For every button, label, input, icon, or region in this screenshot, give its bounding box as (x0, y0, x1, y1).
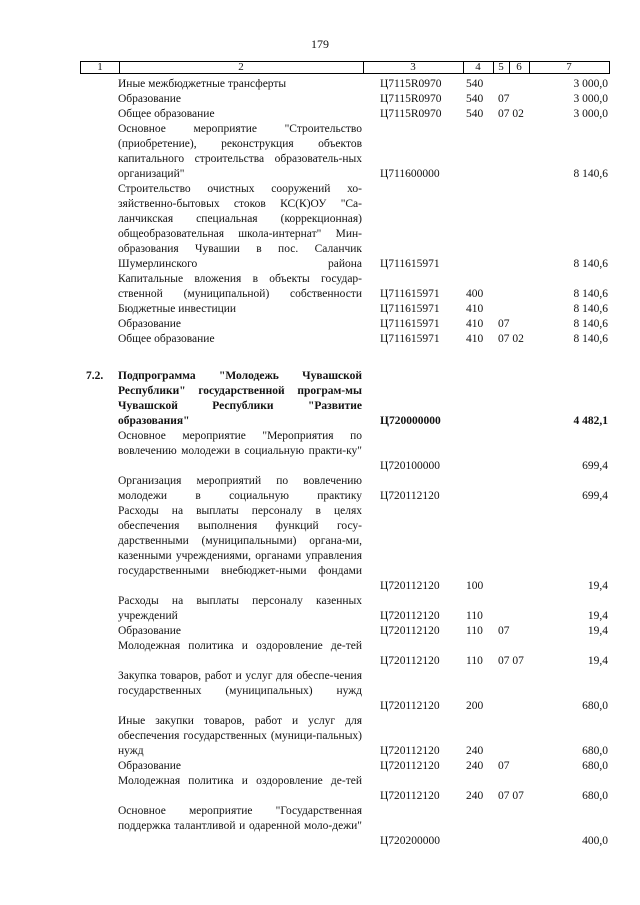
row-name: Основное мероприятие "Мероприятия по вовлечению молодежи в социальную практи-ку" (118, 430, 362, 457)
table-row (80, 77, 610, 92)
table-row (80, 669, 610, 714)
row-code: Ц711615971 (380, 318, 440, 330)
row-name: Бюджетные инвестиции (118, 303, 237, 315)
row-section: 07 07 (498, 790, 524, 802)
row-expense-type: 110 (466, 655, 483, 667)
table-row (80, 594, 610, 624)
row-amount: 19,4 (587, 655, 608, 667)
row-expense-type: 240 (466, 760, 484, 772)
row-code: Ц711615971 (380, 303, 440, 315)
row-name: Общее образование (118, 108, 215, 120)
table-row (80, 714, 610, 759)
table-row (80, 122, 610, 182)
row-amount: 699,4 (582, 460, 608, 472)
row-code: Ц7115R0970 (380, 78, 442, 90)
row-code: Ц720112120 (380, 760, 440, 772)
row-section: 07 (498, 760, 510, 772)
row-amount: 8 140,6 (573, 318, 608, 330)
row-section: 07 (498, 318, 510, 330)
row-expense-type: 100 (466, 580, 484, 592)
row-code: Ц711615971 (380, 288, 440, 300)
table-row (80, 332, 610, 347)
row-expense-type: 400 (466, 288, 484, 300)
row-name: Образование (118, 760, 182, 772)
table-row (80, 302, 610, 317)
row-code: Ц720112120 (380, 580, 440, 592)
row-expense-type: 410 (466, 303, 484, 315)
row-code: Ц720112120 (380, 625, 440, 637)
header-col-1: 1 (97, 61, 103, 73)
row-amount: 8 140,6 (573, 288, 608, 300)
row-amount: 19,4 (587, 580, 608, 592)
row-expense-type: 110 (466, 610, 483, 622)
row-name: Основное мероприятие "Государственная поддержка талантливой и одаренной моло-дежи" (118, 805, 362, 832)
row-amount: 400,0 (582, 835, 608, 847)
row-code: Ц711600000 (380, 168, 440, 180)
row-name: Расходы на выплаты персоналу казенных учреждений (118, 595, 362, 622)
row-section: 07 (498, 93, 510, 105)
row-expense-type: 110 (466, 625, 483, 637)
row-expense-type: 240 (466, 790, 484, 802)
row-amount: 680,0 (582, 790, 608, 802)
row-amount: 699,4 (582, 490, 608, 502)
row-code: Ц7115R0970 (380, 93, 442, 105)
header-col-4: 4 (475, 61, 481, 73)
table-row (80, 639, 610, 669)
row-amount: 680,0 (582, 745, 608, 757)
row-code: Ц711615971 (380, 333, 440, 345)
row-name: Иные межбюджетные трансферты (118, 78, 287, 90)
row-amount: 680,0 (582, 700, 608, 712)
row-amount: 4 482,1 (573, 415, 608, 427)
row-code: Ц720112120 (380, 655, 440, 667)
row-name: Организация мероприятий по вовлечению молодежи в социальную практику (118, 475, 362, 502)
row-amount: 3 000,0 (573, 93, 608, 105)
table-row (80, 504, 610, 594)
row-code: Ц720100000 (380, 460, 441, 472)
row-expense-type: 200 (466, 700, 484, 712)
row-code: Ц720200000 (380, 835, 441, 847)
row-name: Образование (118, 318, 182, 330)
table-row (80, 272, 610, 302)
header-col-2: 2 (238, 61, 244, 73)
row-section: 07 02 (498, 333, 524, 345)
row-section: 07 (498, 625, 510, 637)
row-expense-type: 240 (466, 745, 484, 757)
row-amount: 680,0 (582, 760, 608, 772)
row-name: Подпрограмма "Молодежь Чувашской Республики" государственной програм-мы Чувашской Республики "Развитие образования" (118, 370, 362, 427)
row-section: 07 07 (498, 655, 524, 667)
row-amount: 3 000,0 (573, 78, 608, 90)
row-amount: 8 140,6 (573, 333, 608, 345)
table-header (80, 61, 610, 74)
row-expense-type: 540 (466, 108, 484, 120)
table-row (80, 474, 610, 504)
table-row (80, 624, 610, 639)
row-code: Ц720112120 (380, 790, 440, 802)
row-name: Молодежная политика и оздоровление де-тей (118, 775, 362, 787)
header-col-5: 5 (498, 61, 504, 73)
table-row (80, 804, 610, 849)
row-code: Ц720112120 (380, 700, 440, 712)
row-expense-type: 540 (466, 78, 484, 90)
row-expense-type: 410 (466, 318, 484, 330)
row-code: Ц711615971 (380, 258, 440, 270)
row-expense-type: 540 (466, 93, 484, 105)
table-row (80, 759, 610, 774)
row-name: Закупка товаров, работ и услуг для обеспе-чения государственных (муниципальных) нужд (118, 670, 362, 697)
row-code: Ц720112120 (380, 745, 440, 757)
table-row (80, 182, 610, 272)
row-amount: 8 140,6 (573, 168, 608, 180)
row-expense-type: 410 (466, 333, 484, 345)
table-row (80, 92, 610, 107)
header-col-7: 7 (566, 61, 572, 73)
row-name: Основное мероприятие "Строительство (приобретение), реконструкция объектов капитального строительства образователь-ных организаций" (118, 123, 362, 180)
row-name: Расходы на выплаты персоналу в целях обеспечения выполнения функций госу-дарственными (муниципальными) органа-ми, казенными учреждениями, органами управления государственными внебюджет-ными фондами (118, 505, 362, 577)
row-name: Иные закупки товаров, работ и услуг для обеспечения государственных (муници-пальных) нужд (118, 715, 362, 757)
row-amount: 19,4 (587, 625, 608, 637)
row-amount: 8 140,6 (573, 303, 608, 315)
row-code: Ц720112120 (380, 490, 440, 502)
row-code: Ц7115R0970 (380, 108, 442, 120)
row-name: Образование (118, 93, 182, 105)
header-col-3: 3 (410, 61, 416, 73)
table-row (80, 107, 610, 122)
row-name: Общее образование (118, 333, 215, 345)
subprogram-row (80, 369, 610, 429)
table-row (80, 317, 610, 332)
row-name: Образование (118, 625, 182, 637)
table-row (80, 774, 610, 804)
row-amount: 3 000,0 (573, 108, 608, 120)
row-section: 07 02 (498, 108, 524, 120)
row-code: Ц720000000 (380, 415, 441, 427)
header-col-6: 6 (516, 61, 522, 73)
row-amount: 8 140,6 (573, 258, 608, 270)
row-name: Капитальные вложения в объекты государ-ственной (муниципальной) собственности (118, 273, 362, 300)
row-name: Молодежная политика и оздоровление де-тей (118, 640, 362, 652)
row-number: 7.2. (86, 370, 104, 382)
row-name: Строительство очистных сооружений хо-зяйственно-бытовых стоков КС(К)ОУ "Са-ланчикская специальная (коррекционная) общеобразовательная школа-интернат" Мин-образования Чувашии в пос. Саланчик Шумерлинского района (118, 183, 362, 270)
page-number: 179 (311, 37, 329, 51)
row-amount: 19,4 (587, 610, 608, 622)
row-code: Ц720112120 (380, 610, 440, 622)
table-row (80, 429, 610, 474)
